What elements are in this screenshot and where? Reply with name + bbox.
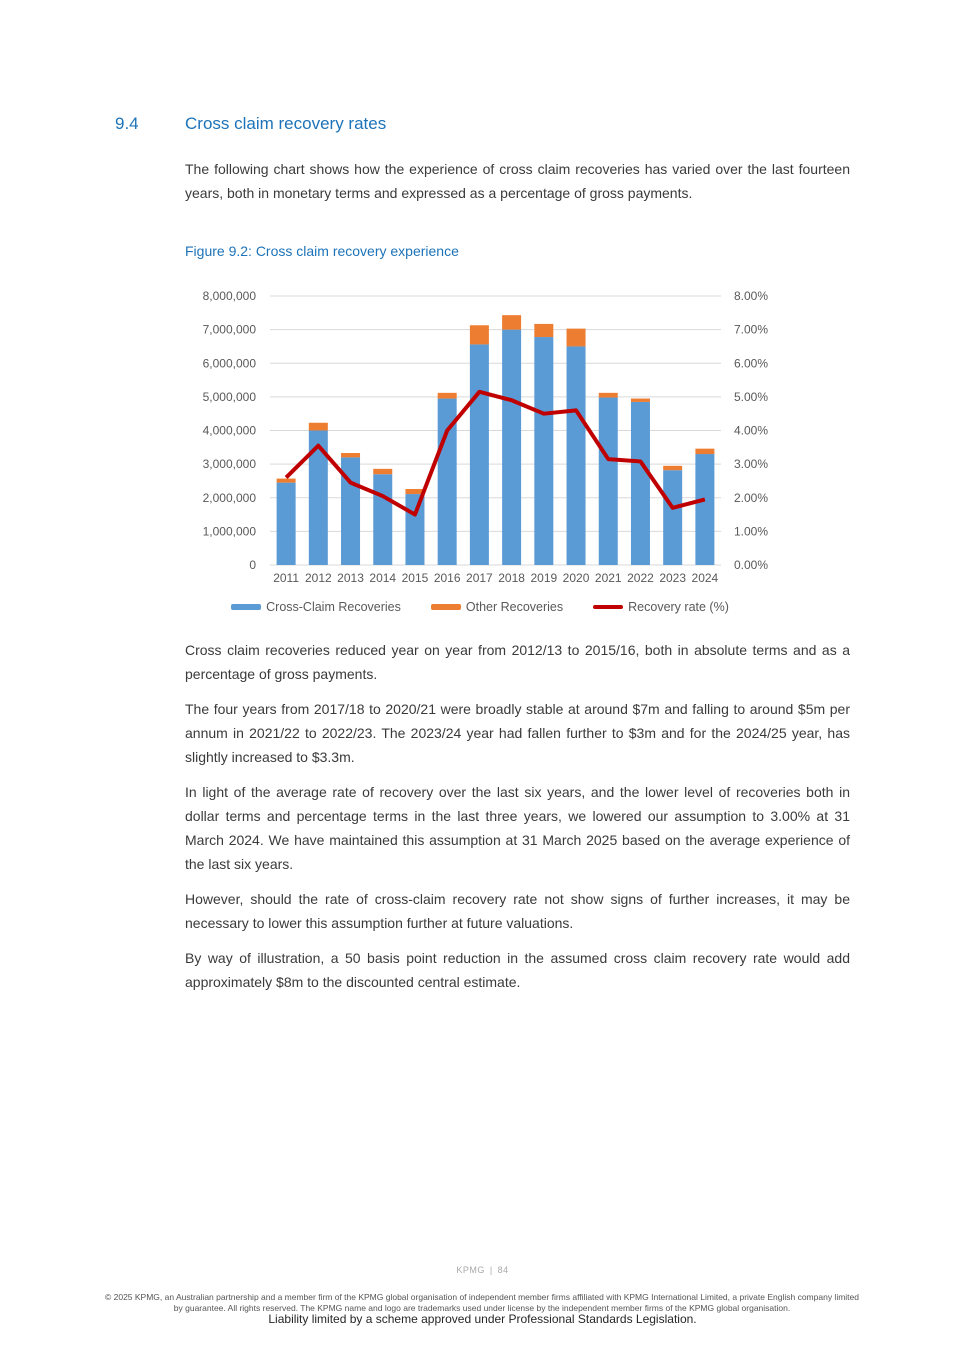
bar-series [277, 315, 715, 565]
bar-segment [341, 453, 360, 457]
x-axis-label: 2020 [562, 571, 590, 585]
x-axis-labels [273, 571, 718, 585]
paragraph: The four years from 2017/18 to 2020/21 were broadly stable at around $7m and falling to around $5m per annum in 2021/22 to 2022/23. The 2023/24 year had fallen further to $3m and for the 2024/25 year, has slightly increased to $3.3m. [185, 701, 850, 765]
left-axis-tick: 5,000,000 [202, 389, 256, 404]
bar-segment [663, 466, 682, 470]
footer-copyright: © 2025 KPMG, an Australian partnership and a member firm of the KPMG global organisation of independent member firms affiliated with KPMG International Limited, a private English company limited by guarantee. All rights reserved. The KPMG name and logo are trademarks used under license by the independent member firms of the KPMG global organisation. [104, 1292, 859, 1313]
figure-caption: Figure 9.2: Cross claim recovery experience [185, 243, 459, 259]
section-title: Cross claim recovery rates [185, 114, 387, 133]
intro-paragraph-block [185, 157, 850, 216]
bar-segment [695, 449, 714, 454]
bar-segment [567, 346, 586, 565]
right-axis-tick: 8.00% [734, 289, 769, 303]
figure-9-2-chart [185, 272, 775, 627]
legend-label: Other Recoveries [465, 600, 564, 614]
intro-paragraph: The following chart shows how the experience of cross claim recoveries has varied over the last fourteen years, both in monetary terms and expressed as a percentage of gross payments. [185, 161, 850, 201]
footer-separator: | [489, 1265, 493, 1275]
bar-segment [695, 454, 714, 565]
right-axis-tick: 2.00% [734, 490, 769, 505]
bar-segment [277, 479, 296, 483]
left-axis-tick: 2,000,000 [202, 490, 256, 505]
paragraph: By way of illustration, a 50 basis point reduction in the assumed cross claim recovery rate would add approximately $8m to the discounted central estimate. [185, 950, 850, 990]
footer-brand: KPMG [456, 1265, 485, 1275]
x-axis-label: 2013 [337, 571, 364, 585]
gridlines [270, 296, 721, 565]
bar-segment [277, 483, 296, 565]
legend-label: Cross-Claim Recoveries [266, 600, 401, 614]
bar-segment [373, 474, 392, 565]
bar-segment [599, 393, 618, 398]
footer-liability: Liability limited by a scheme approved under Professional Standards Legislation. [268, 1312, 697, 1326]
left-axis-tick: 7,000,000 [202, 322, 256, 337]
legend-swatch-bar [231, 604, 261, 610]
x-axis-label: 2022 [627, 571, 654, 585]
bar-segment [534, 337, 553, 565]
bar-segment [631, 402, 650, 565]
left-axis-tick: 3,000,000 [202, 457, 256, 472]
chart-svg [185, 272, 775, 594]
x-axis-label: 2023 [659, 571, 687, 585]
x-axis-label: 2014 [369, 571, 397, 585]
right-axis-tick: 1.00% [734, 524, 769, 539]
bar-segment [663, 470, 682, 565]
right-axis-tick: 5.00% [734, 389, 769, 404]
bar-segment [502, 315, 521, 329]
paragraph: However, should the rate of cross-claim recovery rate not show signs of further increases, it may be necessary to lower this assumption further at future valuations. [185, 891, 850, 931]
chart-legend [185, 600, 775, 614]
bar-segment [599, 398, 618, 565]
right-axis-tick: 0.00% [734, 558, 769, 572]
left-axis-tick: 6,000,000 [202, 356, 256, 371]
bar-segment [502, 330, 521, 565]
right-axis-tick: 7.00% [734, 322, 769, 337]
section-number: 9.4 [115, 114, 139, 133]
footer-page-number [0, 1265, 965, 1275]
x-axis-label: 2019 [530, 571, 558, 585]
x-axis-label: 2018 [498, 571, 525, 585]
bar-segment [534, 324, 553, 337]
left-axis-tick: 0 [249, 558, 256, 572]
chart-canvas [185, 272, 775, 594]
x-axis-label: 2016 [433, 571, 461, 585]
x-axis-label: 2024 [691, 571, 719, 585]
paragraph: In light of the average rate of recovery over the last six years, and the lower level of recoveries both in dollar terms and percentage terms in the last three years, we lowered our assumption to 3.00% at 31 March 2024. We have maintained this assumption at 31 March 2025 based on the average experience of the last six years. [185, 784, 850, 872]
legend-swatch-bar [431, 604, 461, 610]
legend-label: Recovery rate (%) [628, 600, 729, 614]
right-axis-tick: 6.00% [734, 356, 769, 371]
left-axis-tick: 4,000,000 [202, 423, 256, 438]
right-axis-tick: 4.00% [734, 423, 769, 438]
bar-segment [438, 393, 457, 399]
bar-segment [470, 344, 489, 565]
x-axis-label: 2011 [273, 571, 300, 585]
x-axis-label: 2017 [466, 571, 493, 585]
legend-swatch-line [593, 605, 623, 609]
legend-item [231, 600, 401, 614]
x-axis-label: 2015 [401, 571, 429, 585]
bar-segment [470, 325, 489, 344]
commentary-paragraphs [185, 638, 850, 1005]
bar-segment [373, 469, 392, 474]
x-axis-label: 2012 [304, 571, 332, 585]
bar-segment [631, 399, 650, 402]
paragraph: Cross claim recoveries reduced year on year from 2012/13 to 2015/16, both in absolute terms and as a percentage of gross payments. [185, 642, 850, 682]
left-axis-tick: 8,000,000 [202, 289, 256, 303]
footer-page-no: 84 [497, 1265, 509, 1275]
right-axis-tick: 3.00% [734, 457, 769, 472]
section-heading [115, 114, 850, 134]
x-axis-label: 2021 [594, 571, 622, 585]
bar-segment [309, 423, 328, 431]
legend-item [593, 600, 729, 614]
bar-segment [567, 329, 586, 347]
legend-item [431, 600, 563, 614]
bar-segment [405, 494, 424, 565]
left-axis-tick: 1,000,000 [202, 524, 256, 539]
